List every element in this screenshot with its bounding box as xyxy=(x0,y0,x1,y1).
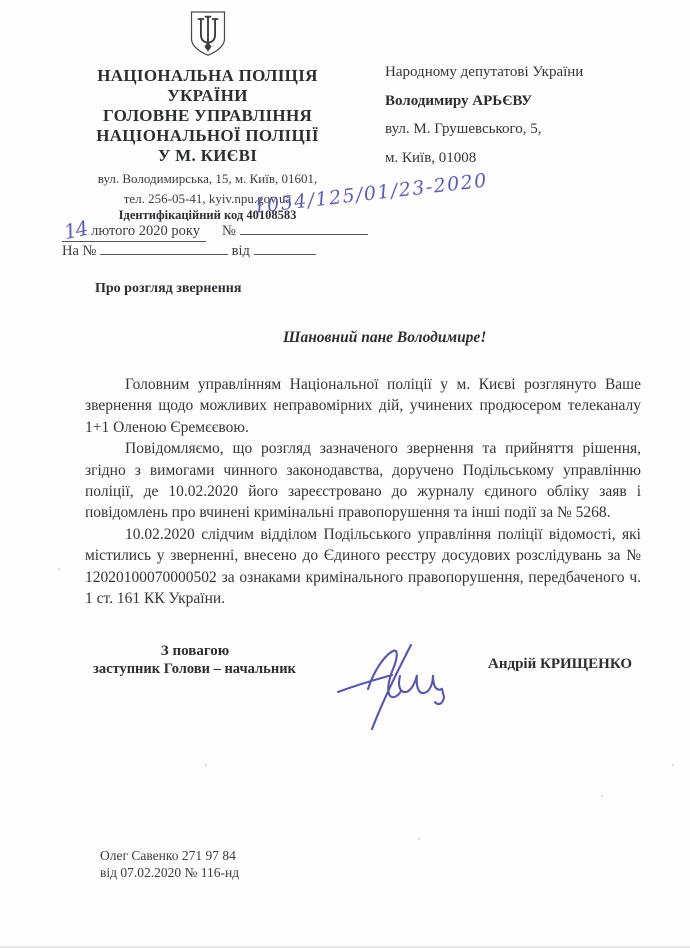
recipient-street: вул. М. Грушевського, 5, xyxy=(385,121,542,137)
number-blank-line xyxy=(240,220,368,235)
org-name-line: УКРАЇНИ xyxy=(167,86,248,105)
number-sign: № xyxy=(222,223,236,239)
scan-speckle xyxy=(672,764,674,766)
executor-ref: від 07.02.2020 № 116-нд xyxy=(100,865,240,880)
signature-closing: З повагою xyxy=(160,643,230,659)
org-phone-site: тел. 256-05-41, kyiv.npu.gov.ua xyxy=(123,191,292,206)
ref-date-blank xyxy=(254,240,316,255)
recipient-line: Народному депутатові України xyxy=(385,64,584,80)
ref-vid-label: від xyxy=(231,243,250,259)
signer-name: Андрій КРИЩЕНКО xyxy=(488,656,632,672)
date-field xyxy=(61,215,206,245)
handwritten-date-day: 14 xyxy=(61,215,90,245)
handwritten-signature xyxy=(332,636,462,731)
handwritten-doc-number: 1054/125/01/23-2020 xyxy=(252,169,489,218)
reply-reference-line xyxy=(62,240,316,260)
body-paragraph: 10.02.2020 слідчим відділом Подільського управління поліції відомості, які містились у зверненні, внесено до Єдиного реєстру досудових розслідувань за № 12020100070000502 за ознаками кримінального правопорушення, передбаченого ч. 1 ст. 161 КК України. xyxy=(85,525,641,608)
org-id-code: Ідентифікаційний код 40108583 xyxy=(118,208,297,222)
ref-number-blank xyxy=(100,240,228,255)
body-paragraph: Головним управлінням Національної поліції у м. Києві розглянуто Ваше звернення щодо можливих неправомірних дій, учинених продюсером телеканалу 1+1 Оленою Єремєєвою. xyxy=(85,376,641,436)
executor-block xyxy=(100,847,239,881)
ref-na-label: На № xyxy=(62,243,97,259)
org-name-line: НАЦІОНАЛЬНА ПОЛІЦІЯ xyxy=(97,66,318,85)
scan-speckle xyxy=(601,795,603,797)
org-name-line: НАЦІОНАЛЬНОЇ ПОЛІЦІЇ xyxy=(96,126,319,145)
date-month-year: лютого 2020 року xyxy=(91,223,201,239)
scan-speckle xyxy=(205,764,207,766)
scan-speckle xyxy=(58,568,60,570)
scan-speckle xyxy=(418,838,420,840)
signer-position: заступник Голови – начальник xyxy=(93,661,296,677)
subject-line: Про розгляд звернення xyxy=(95,281,242,296)
trident-base xyxy=(204,42,211,52)
recipient-city: м. Київ, 01008 xyxy=(385,149,477,166)
body-paragraph: Повідомляємо, що розгляд зазначеного звернення та прийняття рішення, згідно з вимогами чинного законодавства, доручено Подільському управлінню поліції, де 10.02.2020 його зареєстровано до журналу єдиного обліку заяв і повідомлень про вчинені кримінальні правопорушення та інші події за № 5268. xyxy=(85,440,641,522)
ukraine-trident-icon xyxy=(186,6,230,62)
executor-contact: Олег Савенко 271 97 84 xyxy=(100,848,236,863)
org-name-line: ГОЛОВНЕ УПРАВЛІННЯ xyxy=(102,106,313,125)
org-address: вул. Володимирська, 15, м. Київ, 01601, xyxy=(97,171,318,186)
recipient-block xyxy=(385,58,583,172)
letter-body xyxy=(85,374,641,609)
salutation: Шановний пане Володимире! xyxy=(283,329,487,346)
org-name-line: У М. КИЄВІ xyxy=(157,146,258,165)
recipient-name: Володимиру АРЬЄВУ xyxy=(385,92,533,109)
